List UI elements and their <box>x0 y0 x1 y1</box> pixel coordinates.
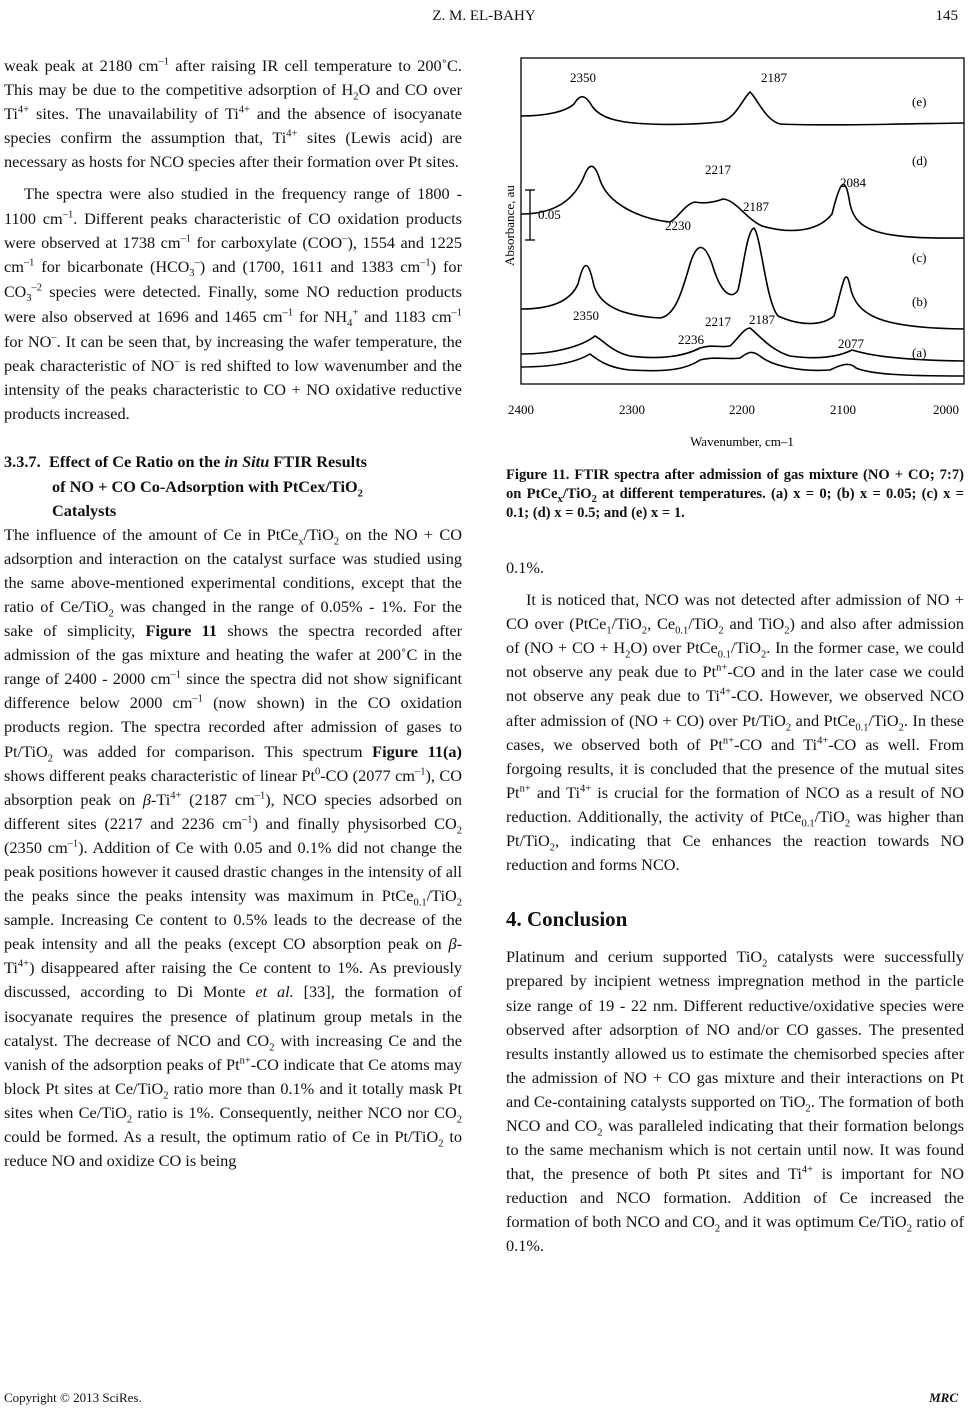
peak-label: 2230 <box>665 218 691 233</box>
curve-a <box>521 352 964 376</box>
paragraph-continued: 0.1%. <box>506 558 544 577</box>
figure-caption: Figure 11. FTIR spectra after admission of gas mixture (NO + CO; 7:7) on PtCe$_x$/TiO$_2$ at different temperatures. (a) x = 0; (b) x = 0.05; (c) x = 0.1; (d) x = 0.5; and (e) x = 1. <box>506 467 964 521</box>
paragraph-4: It is noticed that, NCO was not detected after admission of NO + CO over (PtCe$_1$/TiO$_2$, $Ce_{0.1}/TiO_2$ and TiO$_2$) and also after admission of (NO + CO + $H_2O$) over PtCe$_{0.1}$/TiO$_2$. In the former case, we could not observe any peak due to $Pt^{n+}-CO$ and in the later case we could not observe any peak due to $Ti^{4+}-CO$. However, we observed NCO after admission of (NO + CO) over Pt/TiO$_2$ and PtCe$_{0.1}$/TiO$_2$. In these cases, we observed both of $Pt^{n+}-CO$ and $Ti^{4+}-CO$ as well. From forgoing results, it is concluded that the presence of the mutual sites $Pt^{n+}$ and $Ti^{4+}$ is crucial for the formation of NCO as a result of NO reduction. Additionally, the activity of PtCe$_{0.1}$/TiO$_2$ was higher than Pt/TiO$_2$, indicating that Ce enhances the reaction towards NO reduction and forms NCO. <box>506 590 965 875</box>
page-header <box>0 8 968 32</box>
x-tick: 2000 <box>933 402 959 417</box>
peak-label: 2187 <box>749 312 775 327</box>
x-tick: 2400 <box>508 402 534 417</box>
x-ticks <box>508 402 959 417</box>
peak-label: 2217 <box>705 162 731 177</box>
scale-bar-label: 0.05 <box>538 207 561 222</box>
scale-bar <box>525 190 535 240</box>
peak-label: 2236 <box>678 332 704 347</box>
y-axis-label: Absorbance, au <box>502 185 517 266</box>
peak-label: 2084 <box>840 175 866 190</box>
x-tick: 2300 <box>619 402 645 417</box>
section-heading: 3.3.7. Effect of Ce Ratio on the in Situ FTIR Results of NO + CO Co-Adsorption with PtCex/TiO$_2$ Catalysts <box>4 452 367 520</box>
figure-11 <box>500 54 968 464</box>
paragraph-2: The spectra were also studied in the frequency range of 1800 - 1100 $cm^{-1}$. Different peaks characteristic of CO oxidation products were observed at 1738 $cm^{-1}$ for carboxylate (COO–), 1554 and 1225 $cm^{-1}$ for bicarbonate $(HCO_3^-)$ and (1700, 1611 and 1383 $cm^{-1}$) for $CO_3^{-2}$ species were detected. Finally, some NO reduction products were also observed at 1696 and 1465 $cm^{-1}$ for $NH_4^+$ and 1183 $cm^{-1}$ for NO–. It can be seen that, by increasing the wafer temperature, the peak characteristic of NO– is red shifted to low wavenumber and the intensity of the peaks characteristic to CO + NO oxidative reductive products increased. <box>4 184 463 424</box>
copyright: Copyright © 2013 SciRes. <box>4 1390 142 1405</box>
peak-label: 2350 <box>570 70 596 85</box>
conclusion-heading: 4. Conclusion <box>506 907 628 932</box>
peak-label: 2350 <box>573 308 599 323</box>
plot-frame <box>521 58 964 384</box>
curve-label-a: (a) <box>912 345 927 360</box>
right-column <box>506 556 964 1259</box>
paragraph-1: weak peak at 2180 $cm^{-1}$ after raising IR cell temperature to 200˚C. This may be due to the competitive adsorption of $H_2O$ and CO over $Ti^{4+}$ sites. The unavailability of $Ti^{4+}$ and the absence of isocyanate species confirm the assumption that, $Ti^{4+}$ sites (Lewis acid) are necessary as hosts for NCO species after their formation over Pt sites. <box>4 56 462 172</box>
curve-label-d: (d) <box>912 153 928 168</box>
journal-abbrev: MRC <box>929 1390 958 1405</box>
curve-label-b: (b) <box>912 294 928 309</box>
left-column <box>4 54 462 1173</box>
curve-label-e: (e) <box>912 94 927 109</box>
peak-label: 2187 <box>743 199 769 214</box>
x-axis-label: Wavenumber, cm–1 <box>690 434 794 449</box>
peak-label: 2077 <box>838 336 864 351</box>
running-title: Z. M. EL-BAHY <box>432 8 536 24</box>
peak-label: 2217 <box>705 314 731 329</box>
x-tick: 2100 <box>830 402 856 417</box>
curve-label-c: (c) <box>912 250 927 265</box>
peak-label: 2187 <box>761 70 787 85</box>
curve-e <box>521 92 964 125</box>
curve-labels <box>912 94 927 360</box>
spectra-curves <box>521 92 964 376</box>
x-tick: 2200 <box>729 402 755 417</box>
paragraph-3: The influence of the amount of Ce in PtCe$_x$/TiO$_2$ on the NO + CO adsorption and interaction on the catalyst surface was studied using the same above-mentioned experimental conditions, except that the ratio of Ce/TiO$_2$ was changed in the range of 0.05% - 1%. For the sake of simplicity, Figure 11 shows the spectra recorded after admission of the gas mixture and heating the wafer at 200˚C in the range of 2400 - 2000 $cm^{-1}$ since the spectra did not show significant difference below 2000 $cm^{-1}$ (now shown) in the CO oxidation products region. The spectra recorded after admission of gases to Pt/TiO$_2$ was added for comparison. This spectrum Figure 11(a) shows different peaks characteristic of linear Pt$^0$-CO (2077 $cm^{-1}$), CO absorption peak on $\beta-Ti^{4+}$ (2187 $cm^{-1}$), NCO species adsorbed on different sites (2217 and 2236 $cm^{-1}$) and finally physisorbed $CO_2$ (2350 $cm^{-1}$). Addition of Ce with 0.05 and 0.1% did not change the peak positions however it caused drastic changes in the intensity of all the peaks since the peaks intensity was maximum in PtCe$_{0.1}$/TiO$_2$ sample. Increasing Ce content to 0.5% leads to the decrease of the peak intensity and all the peaks (except CO absorption peak on $\beta-Ti^{4+}$) disappeared after raising the Ce content to 1%. As previously discussed, according to Di Monte et al. [33], the formation of isocyanate requires the presence of platinum group metals in the catalyst. The decrease of NCO and $CO_2$ with increasing Ce and the vanish of the adsorption peaks of $Pt^{n+}-CO$ indicate that Ce atoms may block Pt sites at Ce/TiO$_2$ ratio more than 0.1% and it totally mask Pt sites when Ce/TiO$_2$ ratio is 1%. Consequently, neither NCO nor $CO_2$ could be formed. As a result, the optimum ratio of Ce in Pt/TiO$_2$ to reduce NO and oxidize CO is being <box>4 524 463 1171</box>
paragraph-5: Platinum and cerium supported TiO$_2$ catalysts were successfully prepared by incipient wetness impregnation method in the particle size range of 19 - 22 nm. Different reductive/oxidative species were observed after adsorption of NO and/or CO gasses. The presented results instantly allowed us to estimate the chemisorbed species after the admission of NO + CO gas mixture and their interactions on Pt and Ce-containing catalysts supported on TiO$_2$. The formation of both NCO and $CO_2$ was paralleled indicating that their formation belongs to the same mechanism which is not certain until now. It was found that, the presence of both Pt sites and $Ti^{4+}$ is important for NO reduction and NCO formation. Addition of Ce increased the formation of both NCO and $CO_2$ and it was optimum Ce/TiO$_2$ ratio of 0.1%. <box>506 947 965 1256</box>
page-number: 145 <box>935 8 958 24</box>
